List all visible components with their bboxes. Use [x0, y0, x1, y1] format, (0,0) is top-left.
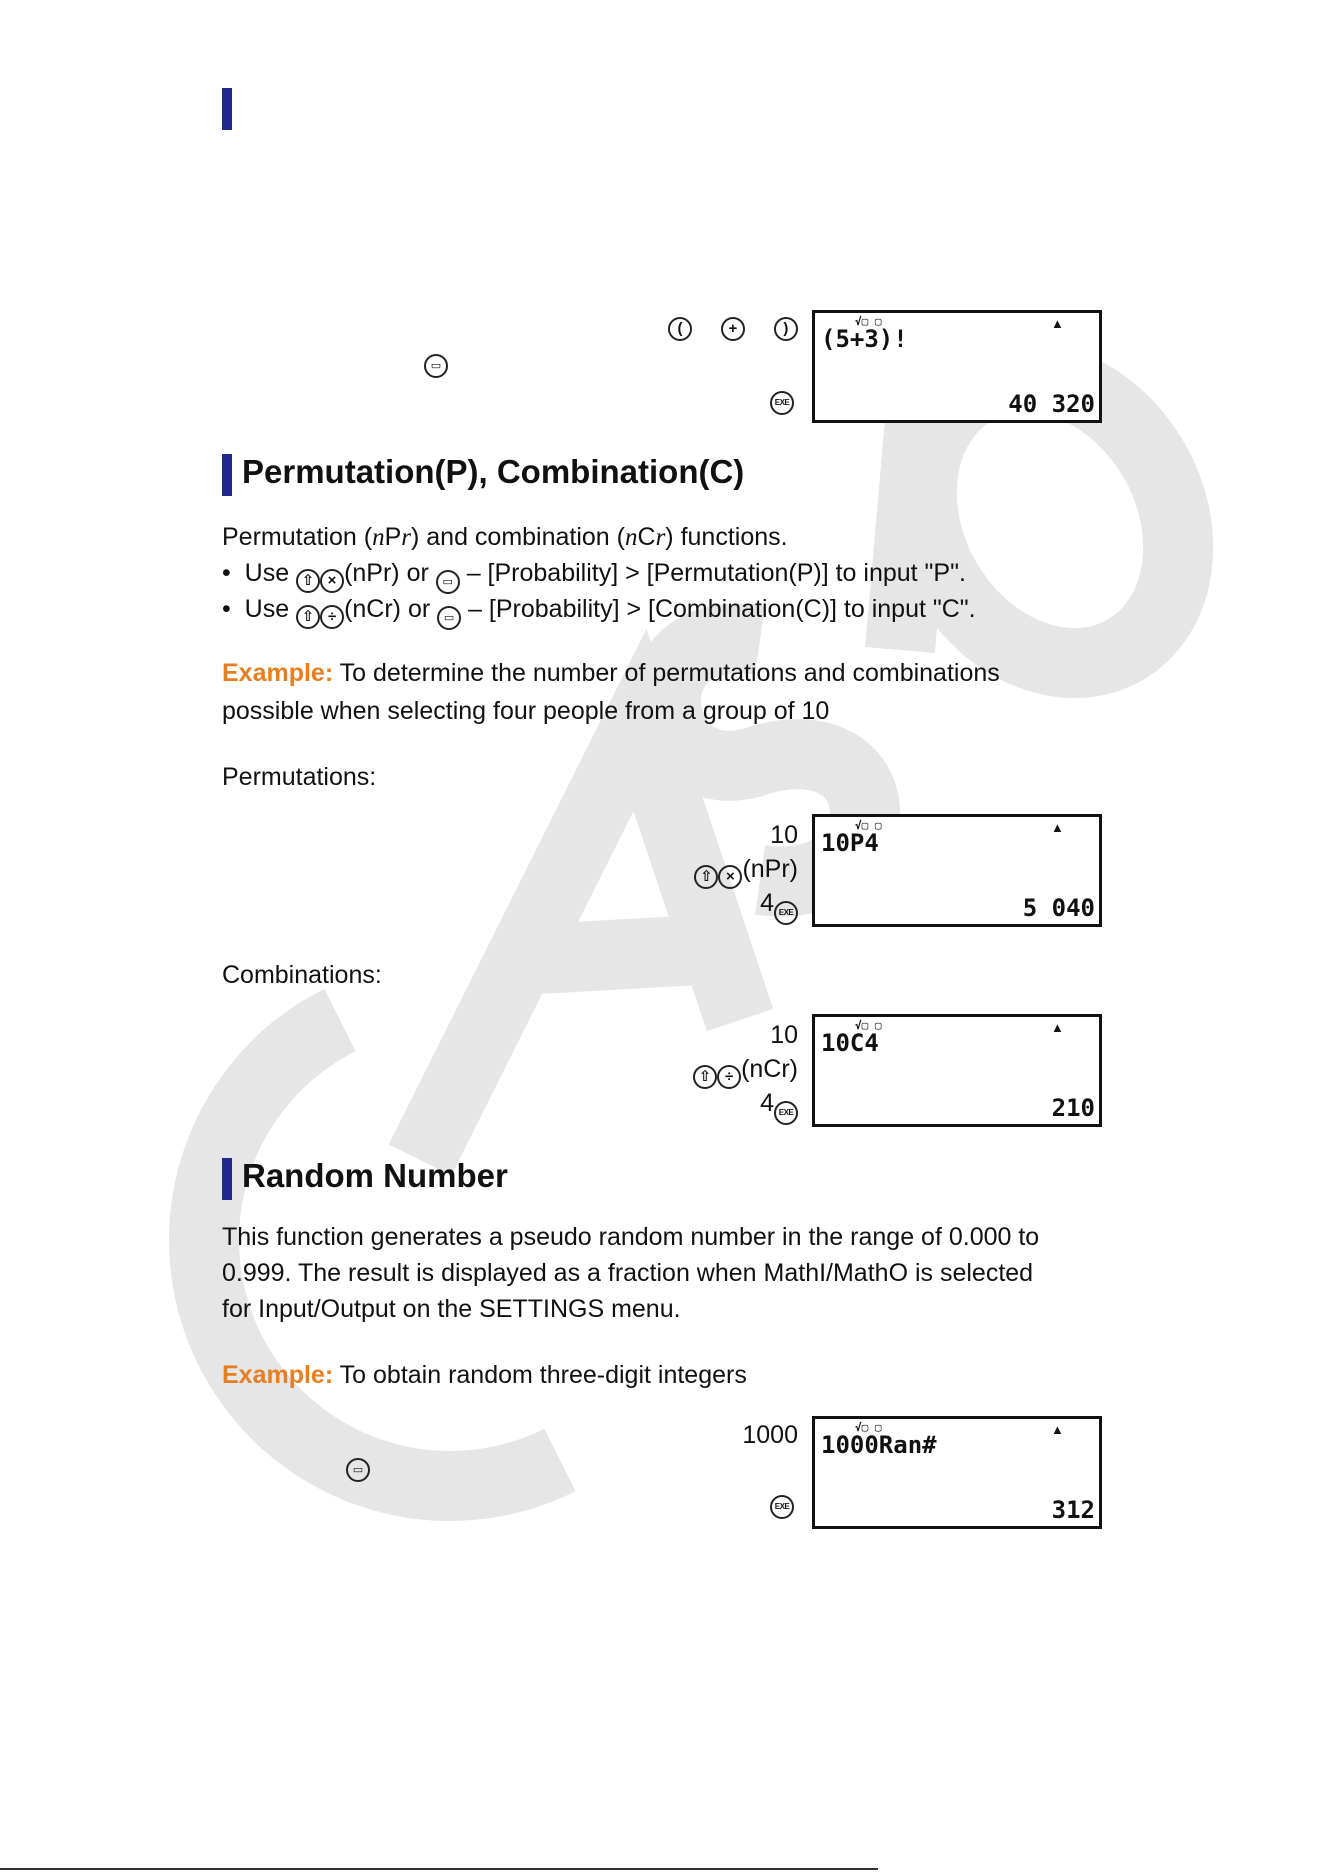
catalog-key-icon: ▭ — [436, 570, 460, 594]
comb-step-2: ⇧ ÷ (nCr) — [693, 1054, 798, 1089]
multiply-key-icon: × — [718, 865, 742, 889]
comb-step-1: 10 — [770, 1021, 798, 1049]
lcd-result: 312 — [1051, 1496, 1095, 1524]
permutation-example: Example: To determine the number of permutations and combinations — [222, 659, 1000, 687]
permutation-lcd-display — [812, 814, 1102, 927]
random-step-1: 1000 — [742, 1421, 798, 1449]
close-paren-key-icon: ) — [774, 317, 798, 341]
lcd-indicator: √▢ ▢ — [855, 1019, 882, 1032]
example-label: Example: — [222, 659, 334, 687]
lcd-indicator: √▢ ▢ — [855, 819, 882, 832]
up-arrow-icon: ▲ — [1051, 820, 1064, 835]
bullet-combination: • Use ⇧ ÷ (nCr) or ▭ – [Probability] > [Combination(C)] to input "C". — [222, 594, 976, 630]
lcd-expression: (5+3)! — [821, 325, 908, 353]
open-paren-key-icon: ( — [668, 317, 692, 341]
factorial-lcd-display — [812, 310, 1102, 423]
factorial-catalog-step — [424, 352, 448, 378]
permutation-intro: Permutation (nPr) and combination (nCr) functions. — [222, 523, 788, 551]
bullet-permutation: • Use ⇧ × (nPr) or ▭ – [Probability] > [Permutation(P)] to input "P". — [222, 558, 966, 594]
lcd-expression: 1000Ran# — [821, 1431, 937, 1459]
comb-step-3: 4 EXE — [760, 1088, 798, 1125]
catalog-key-icon: ▭ — [346, 1458, 370, 1482]
catalog-key-icon: ▭ — [424, 354, 448, 378]
lcd-indicator: √▢ ▢ — [855, 315, 882, 328]
exe-key-icon: EXE — [770, 391, 794, 415]
permutations-label: Permutations: — [222, 763, 377, 791]
multiply-key-icon: × — [320, 569, 344, 593]
random-para-line1: This function generates a pseudo random number in the range of 0.000 to — [222, 1223, 1040, 1251]
divide-key-icon: ÷ — [320, 605, 344, 629]
shift-key-icon: ⇧ — [296, 605, 320, 629]
factorial-key-row — [668, 316, 798, 341]
random-catalog-step — [346, 1456, 370, 1482]
section-marker-bar — [222, 454, 232, 496]
perm-step-2: ⇧ × (nPr) — [694, 854, 798, 889]
shift-key-icon: ⇧ — [694, 865, 718, 889]
random-exe-step — [770, 1492, 794, 1519]
footer-rule — [0, 1868, 878, 1870]
exe-key-icon: EXE — [774, 1101, 798, 1125]
section-marker-bar — [222, 1158, 232, 1200]
catalog-key-icon: ▭ — [437, 606, 461, 630]
perm-step-3: 4 EXE — [760, 888, 798, 925]
lcd-result: 210 — [1051, 1094, 1095, 1122]
random-para-line2: 0.999. The result is displayed as a fraction when MathI/MathO is selected — [222, 1259, 1034, 1287]
lcd-result: 40 320 — [1008, 390, 1095, 418]
shift-key-icon: ⇧ — [693, 1065, 717, 1089]
random-para-line3: for Input/Output on the SETTINGS menu. — [222, 1295, 681, 1323]
up-arrow-icon: ▲ — [1051, 1020, 1064, 1035]
perm-step-1: 10 — [770, 821, 798, 849]
lcd-expression: 10C4 — [821, 1029, 879, 1057]
exe-key-icon: EXE — [770, 1495, 794, 1519]
divide-key-icon: ÷ — [717, 1065, 741, 1089]
random-lcd-display — [812, 1416, 1102, 1529]
random-example: Example: To obtain random three-digit integers — [222, 1361, 747, 1389]
shift-key-icon: ⇧ — [296, 569, 320, 593]
section-heading-random: Random Number — [242, 1157, 508, 1194]
combinations-label: Combinations: — [222, 961, 382, 989]
plus-key-icon: + — [721, 317, 745, 341]
exe-key-icon: EXE — [774, 901, 798, 925]
lcd-result: 5 040 — [1022, 894, 1095, 922]
example-label: Example: — [222, 1361, 334, 1389]
up-arrow-icon: ▲ — [1051, 316, 1064, 331]
up-arrow-icon: ▲ — [1051, 1422, 1064, 1437]
section-marker-bar — [222, 88, 232, 130]
lcd-expression: 10P4 — [821, 829, 879, 857]
section-heading-permutation: Permutation(P), Combination(C) — [242, 453, 745, 490]
factorial-exe-step — [770, 388, 794, 415]
permutation-example-line2: possible when selecting four people from a group of 10 — [222, 697, 830, 725]
combination-lcd-display — [812, 1014, 1102, 1127]
lcd-indicator: √▢ ▢ — [855, 1421, 882, 1434]
